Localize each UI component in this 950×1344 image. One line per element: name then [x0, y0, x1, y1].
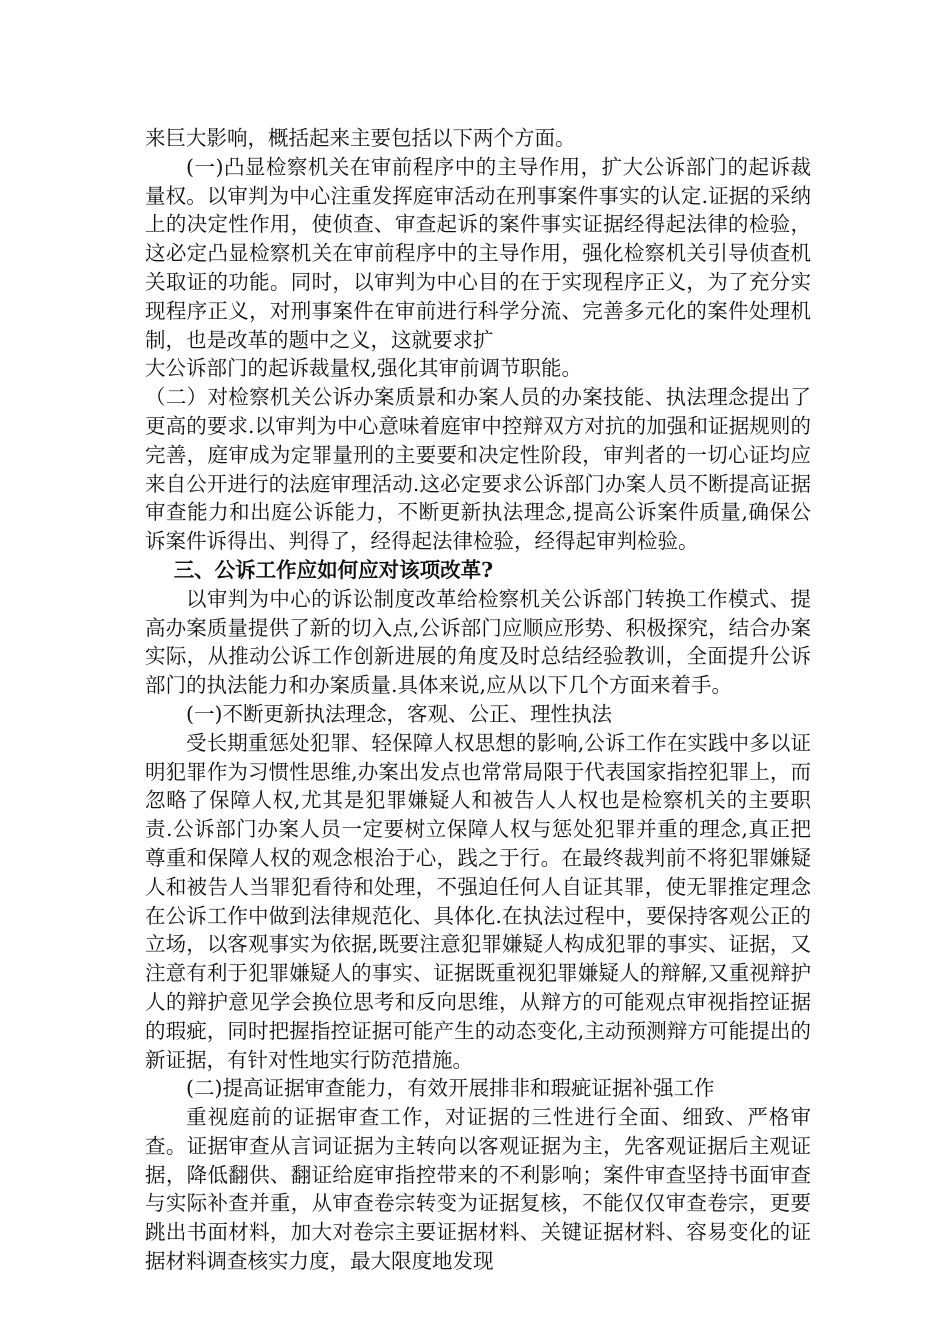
subheading-evidence-review: (二)提高证据审查能力，有效开展排非和瑕疵证据补强工作	[186, 1076, 715, 1101]
paragraph-point-one-continued: 大公诉部门的起诉裁量权,强化其审前调节职能。	[145, 356, 583, 381]
document-page	[145, 124, 811, 1276]
paragraph-intro-continued: 来巨大影响，概括起来主要包括以下两个方面。	[145, 126, 576, 150]
subheading-update-enforcement-concept: (一)不断更新执法理念，客观、公正、理性执法	[186, 701, 612, 726]
paragraph-point-two: （二）对检察机关公诉办案质景和办案人员的办案技能、执法理念提出了更高的要求.以审判为中心意味着庭审中控辩双方对抗的加强和证据规则的完善，庭审成为定罪量刑的主要要和决定性阶段，审判者的一切心证均应来自公开进行的法庭审理活动.这必定要求公诉部门办案人员不断提高证据审查能力和出庭公诉能力，不断更新执法理念,提高公诉案件质量,确保公诉案件诉得出、判得了，经得起法律检验，经得起审判检验。	[145, 385, 811, 554]
paragraph-point-one: (一)凸显检察机关在审前程序中的主导作用，扩大公诉部门的起诉裁量权。以审判为中心注重发挥庭审活动在刑事案件事实的认定.证据的采纳上的决定性作用，使侦查、审查起诉的案件事实证据经得起法律的检验，这必定凸显检察机关在审前程序中的主导作用，强化检察机关引导侦查机关取证的功能。同时，以审判为中心目的在于实现程序正义，为了充分实现程序正义，对刑事案件在审前进行科学分流、完善多元化的案件处理机制，也是改革的题中之义，这就要求扩	[145, 154, 811, 352]
paragraph-enforcement-concept: 受长期重惩处犯罪、轻保障人权思想的影响,公诉工作在实践中多以证明犯罪作为习惯性思维,办案出发点也常常局限于代表国家指控犯罪上，而忽略了保障人权,尤其是犯罪嫌疑人和被告人人权也是检察机关的主要职责.公诉部门办案人员一定要树立保障人权与惩处犯罪并重的理念,真正把尊重和保障人权的观念根治于心，践之于行。在最终裁判前不将犯罪嫌疑人和被告人当罪犯看待和处理，不强迫任何人自证其罪，使无罪推定理念在公诉工作中做到法律规范化、具体化.在执法过程中，要保持客观公正的立场，以客观事实为依据,既要注意犯罪嫌疑人构成犯罪的事实、证据，又注意有利于犯罪嫌疑人的事实、证据既重视犯罪嫌疑人的辩解,又重视辩护人的辩护意见学会换位思考和反向思维，从辩方的可能观点审视指控证据的瑕疵，同时把握指控证据可能产生的动态变化,主动预测辩方可能提出的新证据，有针对性地实行防范措施。	[145, 730, 811, 1072]
paragraph-evidence-review: 重视庭前的证据审查工作，对证据的三性进行全面、细致、严格审查。证据审查从言词证据为主转向以客观证据为主，先客观证据后主观证据，降低翻供、翻证给庭审指控带来的不利影响；案件审查坚持书面审查与实际补查并重，从审查卷宗转变为证据复核，不能仅仅审查卷宗，更要跳出书面材料，加大对卷宗主要证据材料、关键证据材料、容易变化的证据材料调查核实力度，最大限度地发现	[145, 1105, 811, 1274]
section-heading-three: 三、公诉工作应如何应对该项改革?	[173, 557, 494, 582]
paragraph-section-three-intro: 以审判为中心的诉讼制度改革给检察机关公诉部门转换工作模式、提高办案质量提供了新的切入点,公诉部门应顺应形势、积极探究，结合办案实际，从推动公诉工作创新进展的角度及时总结经验教训，全面提升公诉部门的执法能力和办案质量.具体来说,应从以下几个方面来着手。	[145, 586, 811, 698]
